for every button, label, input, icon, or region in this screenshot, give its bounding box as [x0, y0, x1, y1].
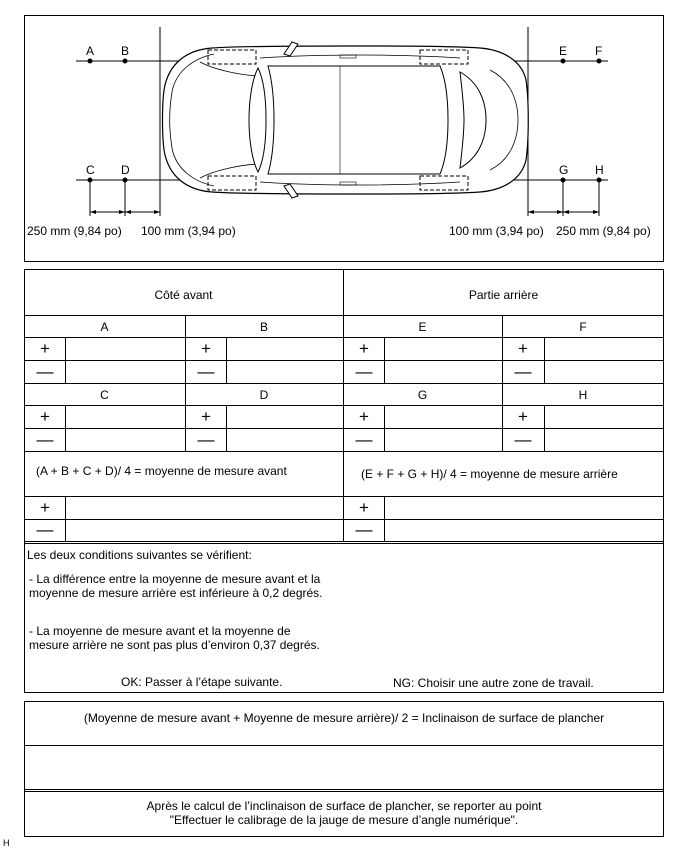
point-label-a: A — [86, 44, 95, 58]
plus-sign-rear-average: + — [359, 498, 369, 517]
plus-sign-h: + — [518, 407, 528, 426]
point-label-h: H — [595, 163, 604, 177]
sign-divider — [384, 405, 385, 451]
sign-divider — [384, 337, 385, 383]
front-average-formula: (A + B + C + D)/ 4 = moyenne de mesure avant — [36, 464, 287, 478]
dimension-250-left: 250 mm (9,84 po) — [27, 224, 122, 238]
row-divider — [24, 360, 664, 361]
sign-divider — [544, 337, 545, 383]
column-header-a: A — [100, 320, 109, 334]
row-divider — [24, 315, 664, 316]
plus-sign-g: + — [359, 407, 369, 426]
rear-average-formula: (E + F + G + H)/ 4 = moyenne de mesure arrière — [361, 467, 618, 481]
column-header-f: F — [579, 320, 587, 334]
sign-divider — [65, 337, 66, 383]
sign-divider — [65, 405, 66, 451]
row-divider — [24, 519, 664, 520]
row-divider — [24, 451, 664, 452]
condition-2-line-2: mesure arrière ne sont pas plus d’environ 0,37 degrés. — [29, 638, 320, 652]
final-instruction-line-1: Après le calcul de l’inclinaison de surface de plancher, se reporter au point — [146, 799, 542, 813]
minus-sign-f: — — [514, 362, 532, 381]
column-header-c: C — [100, 388, 109, 402]
column-header-b: B — [259, 320, 268, 334]
minus-sign-b: — — [197, 362, 215, 381]
column-header-e: E — [418, 320, 427, 334]
condition-2-line-1: - La moyenne de mesure avant et la moyenne de — [29, 624, 291, 638]
minus-sign-e: — — [355, 362, 373, 381]
rear-side-header: Partie arrière — [468, 288, 539, 302]
sign-divider — [544, 405, 545, 451]
sign-divider — [65, 496, 66, 541]
minus-sign-a: — — [36, 362, 54, 381]
point-label-d: D — [121, 163, 130, 177]
condition-1-line-2: moyenne de mesure arrière est inférieure à 0,2 degrés. — [29, 586, 323, 600]
row-divider — [24, 745, 664, 746]
point-label-g: G — [559, 163, 569, 177]
sign-divider — [226, 405, 227, 451]
plus-sign-d: + — [201, 407, 211, 426]
row-divider — [24, 405, 664, 406]
point-label-f: F — [595, 44, 603, 58]
point-label-b: B — [121, 44, 130, 58]
plus-sign-e: + — [359, 339, 369, 358]
row-divider — [24, 789, 664, 790]
column-header-g: G — [417, 388, 428, 402]
ng-result: NG: Choisir une autre zone de travail. — [393, 676, 594, 690]
row-divider — [24, 383, 664, 384]
row-divider — [24, 791, 664, 792]
row-divider — [24, 543, 664, 544]
final-instruction-line-2: "Effectuer le calibrage de la jauge de mesure d’angle numérique". — [169, 813, 519, 827]
minus-sign-c: — — [36, 430, 54, 449]
ok-result: OK: Passer à l’étape suivante. — [121, 675, 283, 689]
dimension-100-right: 100 mm (3,94 po) — [449, 224, 544, 238]
row-divider — [24, 541, 664, 542]
sign-divider — [226, 337, 227, 383]
floor-inclination-formula: (Moyenne de mesure avant + Moyenne de mesure arrière)/ 2 = Inclinaison de surface de plancher — [83, 711, 605, 725]
point-label-c: C — [86, 163, 95, 177]
point-label-e: E — [559, 44, 568, 58]
row-divider — [24, 337, 664, 338]
corner-mark: H — [3, 838, 10, 848]
plus-sign-front-average: + — [40, 498, 50, 517]
condition-1-line-1: - La différence entre la moyenne de mesure avant et la — [29, 572, 321, 586]
conditions-intro: Les deux conditions suivantes se vérifient: — [27, 548, 252, 562]
row-divider — [24, 496, 664, 497]
plus-sign-c: + — [40, 407, 50, 426]
minus-sign-g: — — [355, 430, 373, 449]
minus-sign-front-average: — — [36, 520, 54, 539]
front-side-header: Côté avant — [154, 288, 213, 302]
plus-sign-b: + — [201, 339, 211, 358]
plus-sign-a: + — [40, 339, 50, 358]
row-divider — [24, 428, 664, 429]
dimension-100-left: 100 mm (3,94 po) — [141, 224, 236, 238]
minus-sign-rear-average: — — [355, 520, 373, 539]
column-header-d: D — [259, 388, 269, 402]
dimension-250-right: 250 mm (9,84 po) — [556, 224, 651, 238]
minus-sign-h: — — [514, 430, 532, 449]
minus-sign-d: — — [197, 430, 215, 449]
plus-sign-f: + — [518, 339, 528, 358]
column-header-h: H — [578, 388, 588, 402]
vehicle-top-view-diagram — [0, 0, 688, 262]
sign-divider — [384, 496, 385, 541]
